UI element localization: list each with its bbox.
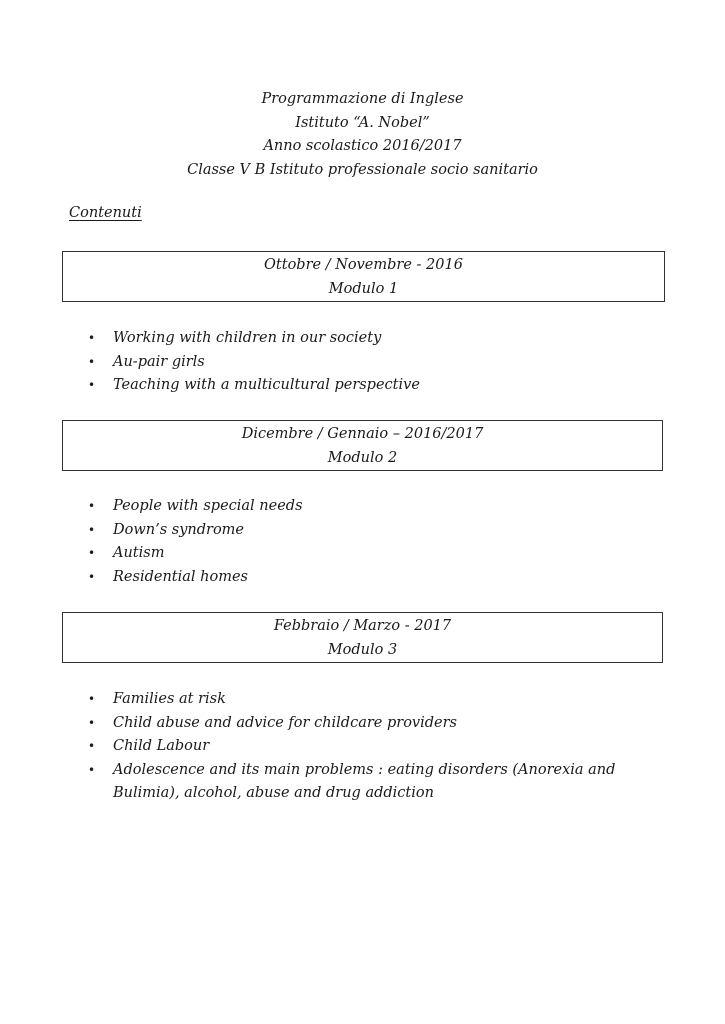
list-item: • Au-pair girls (88, 351, 658, 375)
bullet-icon: • (88, 354, 96, 369)
list-item: • Working with children in our society (88, 327, 658, 351)
list-item: • Adolescence and its main problems : eating disorders (Anorexia and Bulimia), alcohol, abuse and drug addiction (88, 759, 658, 806)
module-2-box (62, 420, 663, 471)
class-name: Classe V B Istituto professionale socio sanitario (187, 161, 538, 178)
bullet-icon: • (88, 762, 96, 777)
module-3-period: Febbraio / Marzo - 2017 (273, 618, 452, 634)
module-3-box (62, 612, 663, 663)
bullet-icon: • (88, 692, 96, 706)
list-item: • Residential homes (88, 566, 658, 590)
bullet-icon: • (88, 546, 96, 561)
school-name: Istituto “A. Nobel” (295, 114, 430, 131)
module-2-title: Modulo 2 (327, 450, 398, 466)
school-year: Anno scolastico 2016/2017 (263, 138, 462, 154)
list-item: • Child Labour (88, 735, 658, 759)
bullet-icon: • (88, 715, 96, 730)
module-1-title: Modulo 1 (328, 281, 399, 297)
contents-heading: Contenuti (69, 205, 142, 221)
module-3-topics (88, 688, 658, 806)
bullet-icon: • (88, 739, 96, 754)
list-item: • People with special needs (88, 495, 658, 519)
module-1-topics (88, 327, 658, 398)
module-3-title: Modulo 3 (327, 642, 398, 658)
module-2-topics (88, 495, 658, 589)
module-2-period: Dicembre / Gennaio – 2016/2017 (241, 426, 484, 442)
list-item: • Families at risk (88, 688, 658, 712)
list-item: • Down’s syndrome (88, 519, 658, 543)
bullet-icon: • (88, 378, 96, 393)
bullet-icon: • (88, 331, 96, 345)
bullet-icon: • (88, 499, 96, 513)
bullet-icon: • (88, 522, 96, 537)
document-header (0, 88, 725, 182)
module-1-box (62, 251, 665, 302)
bullet-icon: • (88, 569, 96, 584)
list-item: • Teaching with a multicultural perspective (88, 374, 658, 398)
module-1-period: Ottobre / Novembre - 2016 (264, 257, 463, 273)
course-title: Programmazione di Inglese (261, 91, 464, 107)
list-item: • Child abuse and advice for childcare providers (88, 712, 658, 736)
list-item: • Autism (88, 542, 658, 566)
